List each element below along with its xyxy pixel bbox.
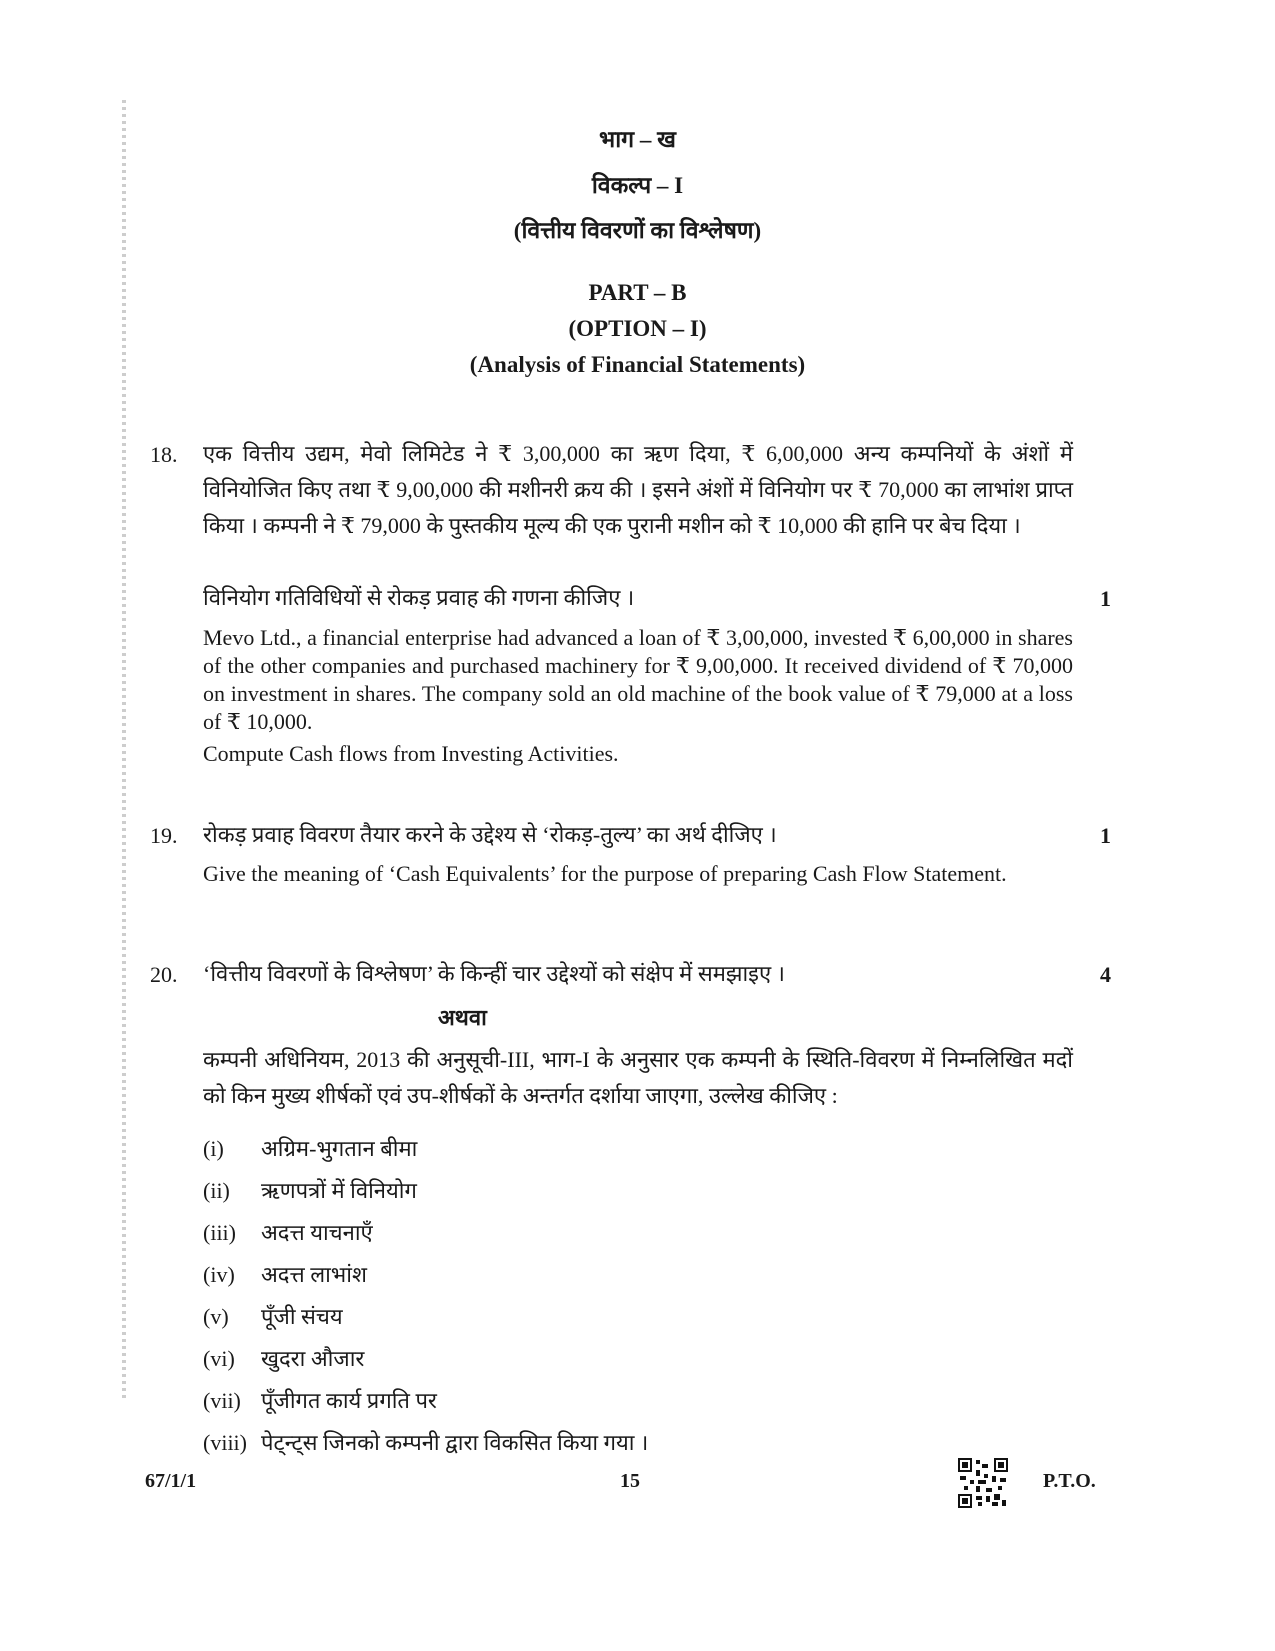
list-item-number: (vii) [203, 1388, 241, 1413]
heading-hindi-subject: (वित्तीय विवरणों का विश्लेषण) [513, 218, 762, 243]
heading-part: PART – B [588, 280, 687, 305]
list-item-number: (iv) [203, 1262, 235, 1287]
question-number: 18. [150, 442, 178, 467]
question-number: 19. [150, 823, 178, 848]
question-english-task: Compute Cash flows from Investing Activities. [203, 741, 619, 766]
question-marks: 1 [1100, 823, 1111, 848]
list-item [203, 1380, 648, 1422]
item-list [203, 1128, 648, 1464]
list-item-text: पूँजी संचय [261, 1304, 343, 1329]
heading-option: (OPTION – I) [568, 316, 707, 341]
question-hindi-text: रोकड़ प्रवाह विवरण तैयार करने के उद्देश्य से ‘रोकड़-तुल्य’ का अर्थ दीजिए । [203, 822, 777, 847]
list-item-text: खुदरा औजार [261, 1346, 365, 1371]
list-item-number: (iii) [203, 1220, 236, 1245]
heading-hindi-option: विकल्प – I [591, 173, 684, 198]
list-item-number: (v) [203, 1304, 229, 1329]
list-item [203, 1212, 648, 1254]
list-item-number: (vi) [203, 1346, 235, 1371]
list-item-text: अदत्त याचनाएँ [261, 1220, 373, 1245]
list-item [203, 1254, 648, 1296]
list-item-text: पूँजीगत कार्य प्रगति पर [261, 1388, 437, 1413]
question-hindi-text: ‘वित्तीय विवरणों के विश्लेषण’ के किन्हीं चार उद्देश्यों को संक्षेप में समझाइए । [203, 961, 785, 986]
pto-label: P.T.O. [1043, 1470, 1096, 1492]
heading-hindi-part: भाग – ख [599, 127, 676, 152]
question-marks: 4 [1100, 962, 1111, 987]
list-item [203, 1338, 648, 1380]
list-item [203, 1128, 648, 1170]
heading-subject: (Analysis of Financial Statements) [469, 352, 806, 377]
list-item-text: अदत्त लाभांश [261, 1262, 367, 1287]
question-hindi-task: विनियोग गतिविधियों से रोकड़ प्रवाह की गणना कीजिए । [203, 585, 635, 610]
question-english-text: Give the meaning of ‘Cash Equivalents’ for the purpose of preparing Cash Flow Statement. [203, 861, 1007, 886]
list-item-number: (ii) [203, 1178, 230, 1203]
list-item-text: ऋणपत्रों में विनियोग [261, 1178, 417, 1203]
question-marks: 1 [1100, 586, 1111, 611]
qr-code-icon [958, 1458, 1008, 1508]
question-hindi-text: एक वित्तीय उद्यम, मेवो लिमिटेड ने ₹ 3,00,000 का ऋण दिया, ₹ 6,00,000 अन्य कम्पनियों के अंशों में विनियोजित किए तथा ₹ 9,00,000 की मशीनरी क्रय की । इसने अंशों में विनियोग पर ₹ 70,000 का लाभांश प्राप्त किया । कम्पनी ने ₹ 79,000 के पुस्तकीय मूल्य की एक पुरानी मशीन को ₹ 10,000 की हानि पर बेच दिया । [203, 441, 1073, 538]
list-item-text: पेट्न्ट्स जिनको कम्पनी द्वारा विकसित किया गया । [261, 1430, 649, 1455]
question-alt-hindi-text: कम्पनी अधिनियम, 2013 की अनुसूची-III, भाग-I के अनुसार एक कम्पनी के स्थिति-विवरण में निम्नलिखित मदों को किन मुख्य शीर्षकों एवं उप-शीर्षकों के अन्तर्गत दर्शाया जाएगा, उल्लेख कीजिए : [203, 1047, 1073, 1108]
page-number: 15 [620, 1470, 640, 1492]
list-item [203, 1296, 648, 1338]
question-english-text: Mevo Ltd., a financial enterprise had advanced a loan of ₹ 3,00,000, invested ₹ 6,00,000 in shares of the other companies and purchased machinery for ₹ 9,00,000. It received dividend of ₹ 70,000 on investment in shares. The company sold an old machine of the book value of ₹ 79,000 at a loss of ₹ 10,000. [203, 625, 1073, 734]
question-number: 20. [150, 962, 178, 987]
list-item-text: अग्रिम-भुगतान बीमा [261, 1136, 418, 1161]
list-item [203, 1170, 648, 1212]
list-item [203, 1422, 648, 1464]
or-label: अथवा [438, 1005, 487, 1030]
list-item-number: (i) [203, 1136, 224, 1161]
list-item-number: (viii) [203, 1430, 247, 1455]
paper-code: 67/1/1 [145, 1470, 197, 1492]
